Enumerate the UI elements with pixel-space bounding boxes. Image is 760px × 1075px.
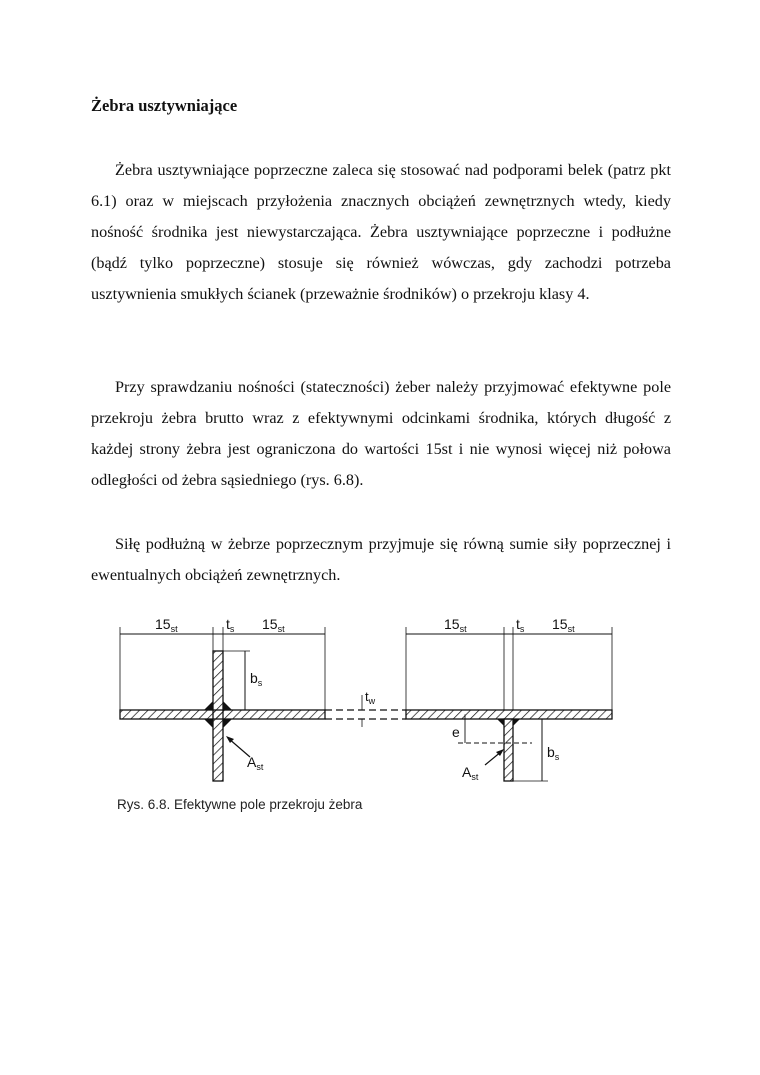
paragraph-3: Siłę podłużną w żebrze poprzecznym przyjmuje się równą sumie siły poprzecznej i ewentualnych obciążeń zewnętrznych.: [91, 535, 671, 584]
web-break: [325, 689, 406, 727]
right-dim-ts: $t_s$: [516, 616, 525, 634]
paragraph-1: Żebra usztywniające poprzeczne zaleca się stosować nad podporami belek (patrz pkt 6.1) oraz w miejscach przyłożenia znacznych obciążeń zewnętrznych wtedy, kiedy nośność środnika jest niewystarczająca. Żebra usztywniające poprzeczne i podłużne (bądź tylko poprzeczne) stosuje się również wówczas, gdy zachodzi potrzeba usztywnienia smukłych ścianek (przeważnie środników) o przekroju klasy 4.: [91, 161, 671, 303]
right-e-label: e: [452, 724, 460, 740]
right-dim-15st-b: $15_{st}$: [552, 616, 575, 634]
left-stiffener-plate: [213, 651, 223, 781]
left-weld: [204, 701, 213, 710]
right-stiffener-plate: [504, 719, 513, 781]
left-bs-label: $b_s$: [250, 670, 263, 688]
left-weld: [204, 719, 213, 728]
tw-label: $t_w$: [365, 689, 376, 706]
right-bs-label: $b_s$: [547, 744, 560, 762]
section-heading: Żebra usztywniające: [91, 96, 238, 115]
right-web-plate: [406, 710, 612, 719]
left-ast-label: $A_{st}$: [247, 754, 264, 772]
right-ast-label: $A_{st}$: [462, 764, 479, 782]
figure-caption: Rys. 6.8. Efektywne pole przekroju żebra: [117, 797, 363, 812]
right-weld: [497, 719, 504, 726]
left-dim-15st-a: $15_{st}$: [155, 616, 178, 634]
left-dim-15st-b: $15_{st}$: [262, 616, 285, 634]
left-weld: [223, 719, 232, 728]
paragraph-2: Przy sprawdzaniu nośności (stateczności) żeber należy przyjmować efektywne pole przekroju żebra brutto wraz z efektywnymi odcinkami środnika, których długość z każdej strony żebra jest ograniczona do wartości 15st i nie wynosi więcej niż połowa odległości od żebra sąsiedniego (rys. 6.8).: [91, 378, 671, 489]
left-dim-ts: $t_s$: [226, 616, 235, 634]
right-dim-15st-a: $15_{st}$: [444, 616, 467, 634]
left-section: [120, 616, 325, 781]
stiffener-diagram: [100, 605, 640, 825]
right-weld: [513, 719, 520, 726]
left-weld: [223, 701, 232, 710]
stiffener-figure: [100, 605, 640, 825]
right-section: [406, 616, 612, 782]
